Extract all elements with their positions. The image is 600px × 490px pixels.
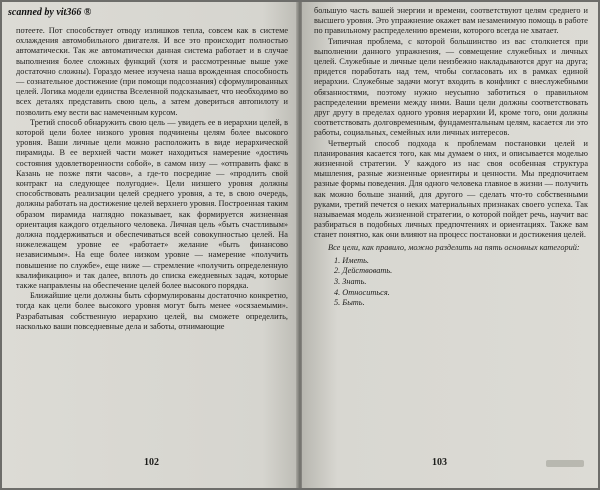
list-item: 1. Иметь.	[334, 255, 369, 265]
categories-list	[314, 256, 588, 309]
paragraph: Типичная проблема, с которой большинство из вас столкнется при выполнении данного упражнения, — совмещение служебных и личных целей. Служебные и личные цели неизбежно накладываются друг на друга; придется поработать над тем, чтобы согласовать их в рамках единой иерархии. Служебные задачи могут входить в конфликт с внеслужебными обязанностями, поэтому нужно неусыпно заботиться о правильном распределении времени между ними. Ваши цели должны соответствовать друг другу в пределах одного уровня иерархии И, кроме того, они должны соответствовать долговременным, фундаментальным целям, касается ли это работы, социальных, семейных или личных интересов.	[314, 36, 588, 138]
list-item: 5. Быть.	[334, 298, 365, 308]
paragraph: Четвертый способ подхода к проблемам постановки целей и планирования касается того, как мы думаем о них, и описывается моделью жизненной стратегии. У каждого из нас своя особенная структура мышления, разные жизненные ориентиры и ценности. Мы предпочитаем разные формы поведения. Для одного человека главное в жизни — получить как можно больше знаний, для другого — сделать что-то собственными руками, третий печется о неких материальных признаках своего успеха. Так называемая модель жизненной стратегии, о которой пойдет речь, научит вас разбираться в подобных личных предпочтениях и ориентациях. Также вам станет понятно, как они влияют на процесс постановки и достижения целей.	[314, 138, 588, 240]
paragraph: Ближайшие цели должны быть сформулированы достаточно конкретно, тогда как цели более высокого уровня могут быть менее «осязаемыми». Разрабатывая собственную иерархию целей, вы сможете определить, насколько ваши повседневные дела и заботы, отнимающие	[16, 291, 288, 331]
faded-stamp	[546, 460, 584, 467]
categories-intro: Все цели, как правило, можно разделить на пять основных категорий:	[328, 242, 580, 252]
page-number-right: 103	[432, 457, 447, 468]
right-page-text	[314, 6, 588, 309]
left-page	[2, 2, 298, 488]
scan-watermark: scanned by vit366 ®	[8, 7, 92, 18]
book-spread	[2, 2, 598, 488]
list-item: 2. Действовать.	[334, 266, 393, 276]
paragraph: потеете. Пот способствует отводу излишков тепла, совсем как в системе охлаждения автомобильного двигателя. И все это происходит полностью автоматически. Так же автоматически данная система работает и в случае выполнения более сложных функций (хотя и рассмотренные выше уже достаточно сложны). Гораздо менее изучена наша врожденная способность — сознательное достижение (при помощи подсознания) сформулированных целей. Логика модели единства Вселенной подсказывает, что необходимо во всех деталях представить свою цель, а затем довериться автопилоту и позволить ему вести вас намеченным курсом.	[16, 26, 288, 117]
paragraph: Третий способ обнаружить свою цель — увидеть ее в иерархии целей, в которой цели более низкого уровня подчинены целям более высокого уровня. Ваши личные цели можно расположить в виде иерархической пирамиды. В ее верхней части может находиться намерение «достичь состояния удовлетворенности собой», в самом низу — «отправить факс в Казань не позже пяти часов», а где-то посредине — «продлить свой контракт на следующее полугодие». Цели низшего уровня должны способствовать реализации целей среднего уровня, а те, в свою очередь, должны работать на достижение целей верхнего уровня. Построенная таким образом пирамида наглядно показывает, как формируется жизненная ориентация каждого отдельного человека. Личная цель «быть счастливым» должна поддерживаться и обеспечиваться всей совокупностью целей. На нижележащем уровне ее «работает» желание «быть финансово независимым». На еще более низком уровне — намерение «получить повышение по службе», еще ниже — стремление «получить определенную квалификацию» и так далее, вплоть до списка ежедневных задач, которые также направлены на обеспечение целей более высокого порядка.	[16, 117, 288, 291]
left-page-text	[16, 26, 288, 332]
paragraph: большую часть вашей энергии и времени, соответствуют целям среднего и высшего уровня. Это упражнение окажет вам незаменимую помощь в работе по правильному распределению времени, которого всегда не хватает.	[314, 6, 588, 36]
list-item: 4. Относиться.	[334, 287, 390, 297]
list-item: 3. Знать.	[334, 277, 367, 287]
page-number-left: 102	[144, 457, 159, 468]
right-page	[302, 2, 598, 488]
